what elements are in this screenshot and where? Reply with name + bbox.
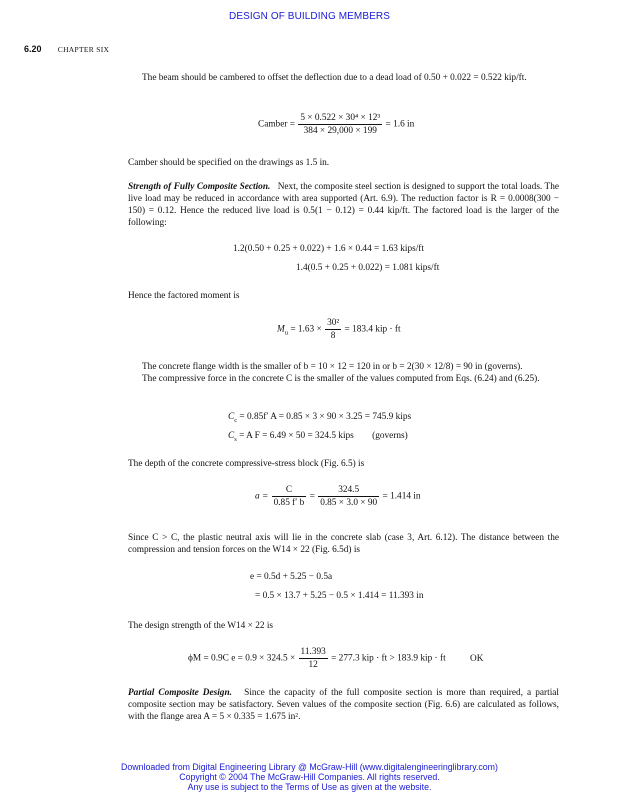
mu-subscript: u bbox=[284, 329, 288, 337]
section-title-partial-composite: Partial Composite Design. bbox=[128, 688, 232, 698]
paragraph-camber-spec: Camber should be specified on the drawings as 1.5 in. bbox=[128, 158, 330, 168]
paragraph-neutral-axis: Since C > C, the plastic neutral axis will lie in the concrete slab (case 3, Art. 6.12). The distance between the compression and tension forces on the W14 × 22 (Fig. 6.5d) is bbox=[128, 533, 559, 555]
equation-cc: $C_c = 0.85f'$ A = 0.85 × 3 × 90 × 3.25 = 745.9 kips bbox=[228, 412, 412, 424]
camber-fraction bbox=[298, 113, 382, 136]
a-denominator-1: 0.85 f′ b bbox=[273, 498, 305, 508]
a-fraction-2 bbox=[318, 485, 379, 508]
equation-depth-a: a = $\frac{C}{0.85 f' b}$ = $\frac{324.5}{0.85 \times 3.0 \times 90}$ = 1.414 in bbox=[255, 485, 421, 508]
mu-rhs: = 183.4 kip · ft bbox=[344, 324, 401, 335]
camber-denominator: 384 × 29,000 × 199 bbox=[303, 126, 377, 136]
mu-numerator: 30² bbox=[327, 318, 340, 328]
page-banner: DESIGN OF BUILDING MEMBERS bbox=[229, 11, 390, 22]
full-composite-text: Next, the composite steel section is designed to support the total loads. The live load may be reduced in accordance with area supported (Art. 6.9). The reduction factor is R = 0.0008(300 − 150) = 0.12. Hence the reduced live load is 0.5(1 − 0.12) = 0.44 kip/ft. The factored load is the larger of the following: bbox=[128, 182, 559, 228]
camber-numerator: 5 × 0.522 × 30⁴ × 12³ bbox=[300, 113, 381, 123]
paragraph-design-strength: The design strength of the W14 × 22 is bbox=[128, 621, 274, 631]
camber-rhs: = 1.6 in bbox=[385, 119, 415, 130]
page-number: 6.20 bbox=[24, 44, 42, 54]
a-rhs: = 1.414 in bbox=[382, 491, 421, 502]
paragraph-compressive-force: The compressive force in the concrete C is the smaller of the values computed from Eqs. (6.24) and (6.25). bbox=[142, 374, 540, 384]
a-numerator-1: C bbox=[272, 485, 307, 497]
a-denominator-2: 0.85 × 3.0 × 90 bbox=[320, 498, 378, 508]
equation-camber bbox=[258, 113, 414, 136]
phi-lhs: ϕM = 0.9C e = 0.9 × 324.5 × bbox=[188, 653, 296, 664]
equation-load-1: 1.2(0.50 + 0.25 + 0.022) + 1.6 × 0.44 = 1.63 kips/ft bbox=[233, 244, 424, 254]
camber-lhs: Camber = bbox=[258, 119, 295, 130]
phi-fraction bbox=[299, 647, 328, 670]
mu-denominator: 8 bbox=[330, 331, 336, 341]
paragraph-full-composite bbox=[128, 181, 559, 229]
mu-fraction bbox=[325, 318, 341, 341]
equation-e-2: = 0.5 × 13.7 + 5.25 − 0.5 × 1.414 = 11.393 in bbox=[255, 591, 424, 601]
phi-denominator: 12 bbox=[308, 660, 318, 670]
paragraph-flange-width: The concrete flange width is the smaller of b = 10 × 12 = 120 in or b = 2(30 × 12/8) = 90 in (governs). bbox=[142, 362, 523, 372]
paragraph-factored-moment: Hence the factored moment is bbox=[128, 291, 240, 301]
equation-e-1: e = 0.5d + 5.25 − 0.5a bbox=[250, 572, 333, 582]
mu-symbol: M bbox=[277, 324, 285, 335]
cc-text: = 0.85f′ A = 0.85 × 3 × 90 × 3.25 = 745.9 kips bbox=[239, 412, 412, 422]
footer-copyright: Copyright © 2004 The McGraw-Hill Companies. All rights reserved. bbox=[179, 772, 440, 782]
footer-download-notice: Downloaded from Digital Engineering Library @ McGraw-Hill (www.digitalengineeringlibrary.com) bbox=[121, 762, 498, 772]
footer-terms: Any use is subject to the Terms of Use as given at the website. bbox=[187, 782, 432, 792]
paragraph-camber-intro: The beam should be cambered to offset the deflection due to a dead load of 0.50 + 0.022 = 0.522 kip/ft. bbox=[142, 73, 527, 83]
mu-mid: = 1.63 × bbox=[288, 324, 322, 335]
section-title-full-composite: Strength of Fully Composite Section. bbox=[128, 182, 271, 192]
paragraph-stress-block: The depth of the concrete compressive-stress block (Fig. 6.5) is bbox=[128, 459, 365, 469]
paragraph-partial-composite bbox=[128, 687, 559, 723]
running-head bbox=[24, 44, 109, 54]
chapter-label: CHAPTER SIX bbox=[57, 45, 110, 54]
cs-governs-note: (governs) bbox=[372, 431, 408, 441]
a-lhs: a = bbox=[255, 491, 269, 502]
partial-composite-text: Since the capacity of the full composite section is more than required, a partial composite section may be satisfactory. Seven values of the composite section (Fig. 6.6) are calculated as follows, with the flange area A = 5 × 0.335 = 1.675 in². bbox=[128, 688, 559, 722]
cs-text: = A F = 6.49 × 50 = 324.5 kips bbox=[239, 431, 354, 441]
phi-rhs: = 277.3 kip · ft > 183.9 kip · ft bbox=[331, 653, 446, 664]
phi-numerator: 11.393 bbox=[300, 647, 326, 657]
a-fraction-1 bbox=[272, 485, 307, 508]
equation-cs: $C_s = A$ F = 6.49 × 50 = 324.5 kips (governs) bbox=[228, 431, 408, 443]
equation-load-2: 1.4(0.5 + 0.25 + 0.022) = 1.081 kips/ft bbox=[296, 263, 440, 273]
equation-moment bbox=[277, 318, 401, 341]
phi-ok: OK bbox=[470, 653, 484, 664]
a-numerator-2: 324.5 bbox=[318, 485, 379, 497]
equation-design-strength bbox=[188, 647, 483, 670]
